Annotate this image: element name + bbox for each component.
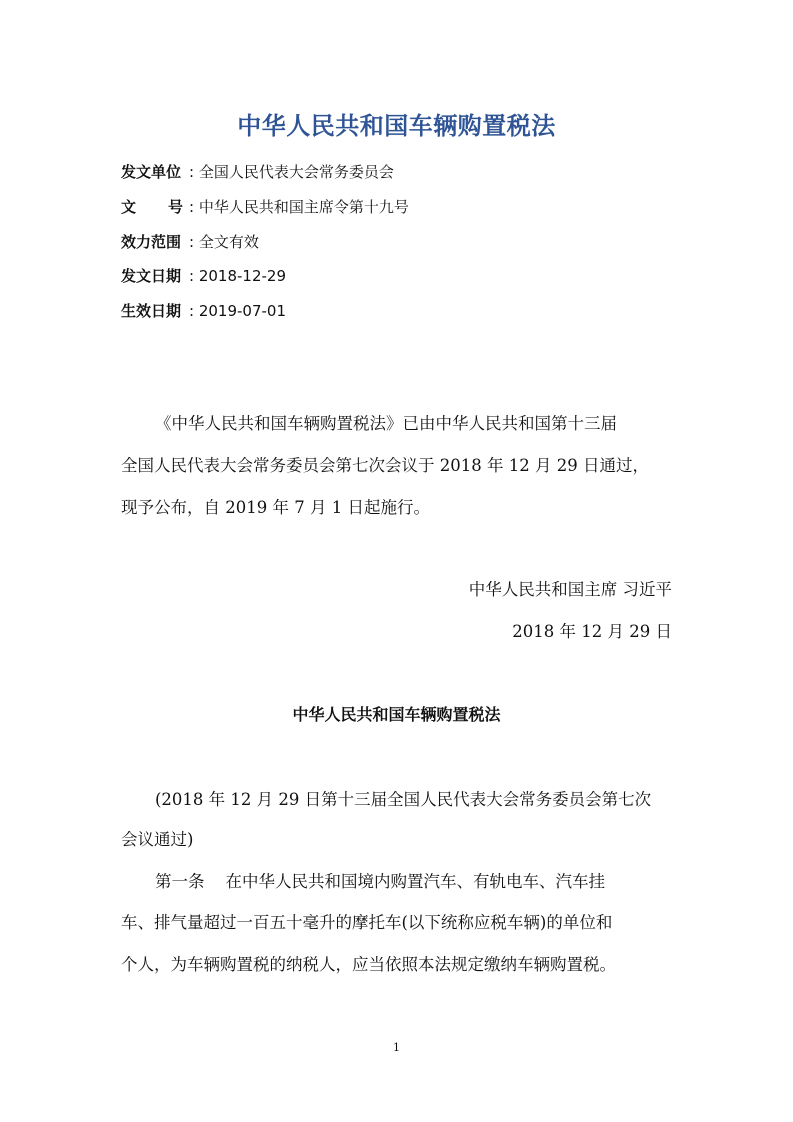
meta-docno [121,196,409,217]
meta-effective-date-label: 生效日期 [121,302,182,320]
meta-issuer-value: 全国人民代表大会常务委员会 [198,163,394,181]
signature-date: 2018 年 12 月 29 日 [512,622,672,641]
meta-issue-date [121,265,286,286]
announcement-line-2: 全国人民代表大会常务委员会第七次会议于 2018 年 12 月 29 日通过， [121,456,649,475]
meta-colon: : [189,302,199,320]
meta-docno-label [121,196,183,217]
document-title: 中华人民共和国车辆购置税法 [237,112,556,140]
law-title: 中华人民共和国车辆购置税法 [292,705,501,724]
meta-effective-date [121,300,286,321]
meta-colon: : [189,163,199,181]
signature-signer: 中华人民共和国主席 习近平 [468,580,672,599]
meta-issuer-label: 发文单位 [121,163,182,181]
meta-docno-value: 中华人民共和国主席令第十九号 [198,198,409,216]
meta-scope-label: 效力范围 [121,233,182,251]
meta-issuer [121,161,394,182]
announcement-line-1: 《中华人民共和国车辆购置税法》已由中华人民共和国第十三届 [155,414,617,433]
meta-issue-date-value: 2018-12-29 [198,267,287,285]
meta-scope [121,231,259,252]
announcement-line-3: 现予公布，自 2019 年 7 月 1 日起施行。 [121,498,430,517]
meta-colon: : [189,233,199,251]
page-number: 1 [393,1041,400,1054]
meta-docno-label-b: 号 [167,198,183,216]
article-1-line-3: 个人，为车辆购置税的纳税人，应当依照本法规定缴纳车辆购置税。 [121,955,616,974]
meta-docno-label-a: 文 [121,198,137,216]
article-1-line-2: 车、排气量超过一百五十毫升的摩托车(以下统称应税车辆)的单位和 [121,913,613,932]
meta-scope-value: 全文有效 [198,233,259,251]
meta-issue-date-label: 发文日期 [121,267,182,285]
article-1-line-1: 第一条 在中华人民共和国境内购置汽车、有轨电车、汽车挂 [155,872,605,891]
meta-colon: : [189,198,199,216]
meta-colon: : [189,267,199,285]
meta-effective-date-value: 2019-07-01 [198,302,287,320]
adoption-note-line-1: (2018 年 12 月 29 日第十三届全国人民代表大会常务委员会第七次 [155,790,652,809]
adoption-note-line-2: 会议通过) [121,830,194,849]
